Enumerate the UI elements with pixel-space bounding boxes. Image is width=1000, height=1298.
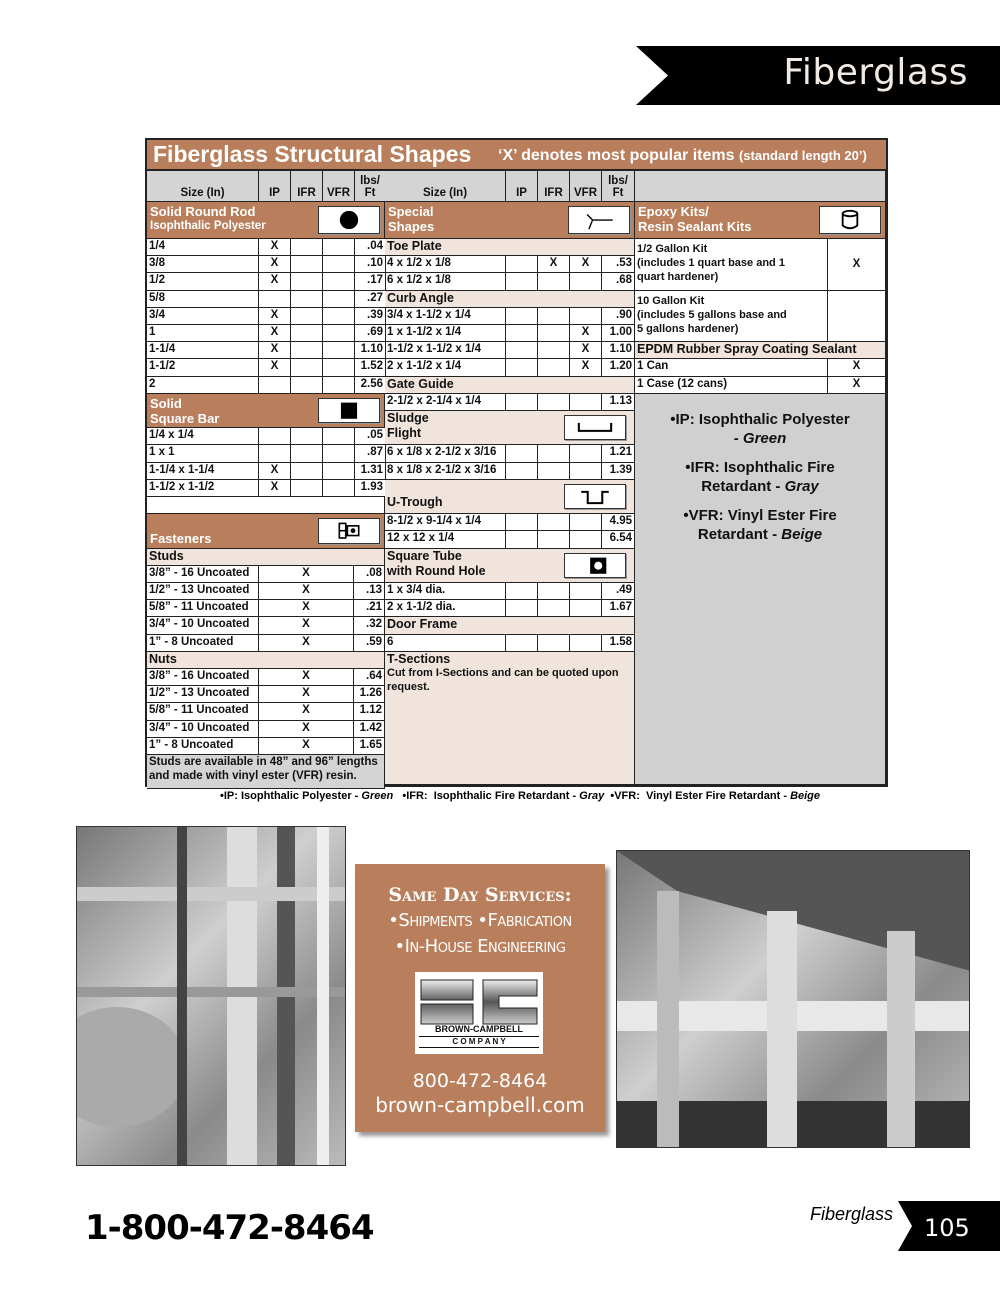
item-value: .68 bbox=[602, 273, 635, 290]
item-value bbox=[259, 377, 291, 394]
item-value: 1.21 bbox=[602, 445, 635, 462]
item-value bbox=[538, 273, 570, 290]
item-value bbox=[506, 445, 538, 462]
section-header-fasteners bbox=[147, 514, 385, 548]
item-value: 1.58 bbox=[602, 635, 635, 652]
item-size: 8 x 1/8 x 2-1/2 x 3/16 bbox=[385, 463, 506, 480]
round-rod-icon bbox=[318, 206, 380, 234]
item-value bbox=[506, 256, 538, 273]
item-value: 1.31 bbox=[355, 463, 386, 480]
item-value: 1.10 bbox=[602, 342, 635, 359]
group-label: Gate Guide bbox=[385, 377, 635, 394]
section-subtitle: Shapes bbox=[388, 219, 435, 234]
header-label: IFR bbox=[544, 187, 563, 199]
item-value: X bbox=[538, 256, 570, 273]
item-value bbox=[323, 256, 355, 273]
item-value: X bbox=[259, 256, 291, 273]
structure-image-right bbox=[617, 851, 970, 1148]
item-value: 2.56 bbox=[355, 377, 386, 394]
t-sections-title: T-Sections bbox=[387, 651, 451, 666]
t-sections-note bbox=[385, 652, 635, 785]
item-size: 1-1/2 bbox=[147, 359, 259, 376]
fn-ip: •IP: Isophthalic Polyester - bbox=[220, 790, 362, 802]
item-size: 1 x 3/4 dia. bbox=[385, 583, 506, 600]
legend-color-name: Gray bbox=[784, 477, 819, 495]
legend-item bbox=[637, 410, 883, 448]
fastener-weight: 1.12 bbox=[354, 703, 385, 720]
fastener-weight: .13 bbox=[354, 583, 385, 600]
item-value bbox=[291, 308, 323, 325]
section-header-u-trough bbox=[385, 480, 635, 514]
subtitle-text: ‘X’ denotes most popular items bbox=[498, 147, 735, 164]
fastener-weight: .32 bbox=[354, 617, 385, 634]
item-value: 6.54 bbox=[602, 531, 635, 548]
group-label: Nuts bbox=[147, 652, 385, 669]
fn-ip-color: Green bbox=[361, 790, 394, 802]
item-value bbox=[538, 342, 570, 359]
column-header-ip bbox=[506, 171, 538, 202]
item-value bbox=[538, 463, 570, 480]
column-header-sizein bbox=[147, 171, 259, 202]
item-value bbox=[323, 325, 355, 342]
item-value: 4.95 bbox=[602, 514, 635, 531]
fastener-size: 3/4” - 10 Uncoated bbox=[147, 721, 259, 738]
item-value bbox=[323, 428, 355, 445]
item-size: 2 x 1-1/2 dia. bbox=[385, 600, 506, 617]
fastener-weight: 1.26 bbox=[354, 686, 385, 703]
fastener-popular: X bbox=[259, 583, 354, 600]
item-value: X bbox=[259, 480, 291, 497]
item-value bbox=[291, 342, 323, 359]
item-value bbox=[506, 531, 538, 548]
item-value bbox=[506, 308, 538, 325]
section-subtitle: U-Trough bbox=[387, 494, 443, 509]
photo-fiberglass-grating-right bbox=[616, 850, 970, 1148]
item-value bbox=[323, 463, 355, 480]
fastener-size: 1” - 8 Uncoated bbox=[147, 635, 259, 652]
item-value bbox=[323, 480, 355, 497]
item-value bbox=[259, 445, 291, 462]
item-value bbox=[538, 445, 570, 462]
fastener-weight: .64 bbox=[354, 669, 385, 686]
legend-term: •IP: Isophthalic Polyester bbox=[670, 410, 850, 428]
sealant-popular: X bbox=[828, 359, 886, 376]
item-size: 2 x 1-1/2 x 1/4 bbox=[385, 359, 506, 376]
fn-ifr-color: Gray bbox=[579, 790, 605, 802]
fastener-popular: X bbox=[259, 635, 354, 652]
item-size: 3/4 x 1-1/2 x 1/4 bbox=[385, 308, 506, 325]
fastener-size: 3/4” - 10 Uncoated bbox=[147, 617, 259, 634]
section-title: Epoxy Kits/ bbox=[638, 204, 709, 219]
item-value bbox=[506, 359, 538, 376]
header-label: lbs/ Ft bbox=[608, 175, 628, 199]
t-sections-text: Cut from I-Sections and can be quoted upon request. bbox=[387, 666, 619, 693]
item-value bbox=[506, 463, 538, 480]
fastener-size: 3/8” - 16 Uncoated bbox=[147, 669, 259, 686]
column-header-ifr bbox=[538, 171, 570, 202]
item-value bbox=[506, 342, 538, 359]
item-value: .27 bbox=[355, 291, 386, 308]
item-value bbox=[323, 308, 355, 325]
sealant-item: 1 Can bbox=[635, 359, 828, 376]
item-value bbox=[506, 394, 538, 411]
photo-fiberglass-structure-left bbox=[76, 826, 346, 1166]
epoxy-kit-description: 1/2 Gallon Kit (includes 1 quart base and 1 quart hardener) bbox=[635, 239, 828, 291]
column-header-lbsft bbox=[602, 171, 635, 202]
item-value: .04 bbox=[355, 239, 386, 256]
resin-legend bbox=[635, 394, 886, 785]
item-value: .49 bbox=[602, 583, 635, 600]
square-bar-icon bbox=[318, 398, 380, 423]
item-value bbox=[506, 600, 538, 617]
item-value: .10 bbox=[355, 256, 386, 273]
item-size: 2-1/2 x 2-1/4 x 1/4 bbox=[385, 394, 506, 411]
fastener-weight: .21 bbox=[354, 600, 385, 617]
structure-image-left bbox=[77, 827, 346, 1166]
column-header-blank bbox=[635, 171, 886, 202]
header-label: Size (In) bbox=[180, 187, 225, 199]
fastener-size: 3/8” - 16 Uncoated bbox=[147, 566, 259, 583]
item-value bbox=[506, 514, 538, 531]
epoxy-kit-icon bbox=[819, 206, 881, 234]
item-size: 1/4 bbox=[147, 239, 259, 256]
item-value bbox=[291, 273, 323, 290]
fastener-popular: X bbox=[259, 566, 354, 583]
item-value: 1.93 bbox=[355, 480, 386, 497]
item-value bbox=[323, 239, 355, 256]
item-value: X bbox=[570, 342, 602, 359]
item-value: .53 bbox=[602, 256, 635, 273]
fn-vfr: •VFR: Vinyl Ester Fire Retardant - bbox=[604, 790, 791, 802]
fastener-size: 1/2” - 13 Uncoated bbox=[147, 686, 259, 703]
item-value bbox=[538, 600, 570, 617]
resin-legend-footnote bbox=[220, 790, 820, 802]
item-value bbox=[570, 463, 602, 480]
header-label: VFR bbox=[327, 187, 350, 199]
epoxy-kit-popular bbox=[828, 291, 886, 343]
section-subtitle: Flight bbox=[387, 426, 422, 440]
fastener-size: 5/8” - 11 Uncoated bbox=[147, 600, 259, 617]
item-value: X bbox=[259, 273, 291, 290]
fastener-weight: .08 bbox=[354, 566, 385, 583]
legend-color: - Green bbox=[733, 429, 787, 447]
item-value: 1.13 bbox=[602, 394, 635, 411]
item-value bbox=[538, 308, 570, 325]
column-header-vfr bbox=[323, 171, 355, 202]
studs-length-note: Studs are available in 48” and 96” lengths and made with vinyl ester (VFR) resin. bbox=[147, 755, 385, 789]
item-value bbox=[506, 273, 538, 290]
section-header-solid bbox=[147, 394, 385, 428]
table-grid bbox=[147, 140, 886, 785]
fastener-popular: X bbox=[259, 721, 354, 738]
item-size: 1-1/2 x 1-1/2 x 1/4 bbox=[385, 342, 506, 359]
column-header-ip bbox=[259, 171, 291, 202]
item-value: X bbox=[259, 308, 291, 325]
header-label: IP bbox=[516, 187, 527, 199]
footer-phone: 1-800-472-8464 bbox=[85, 1208, 374, 1248]
table-title: Fiberglass Structural Shapes bbox=[153, 141, 472, 167]
ad-heading: Same Day Services: bbox=[388, 884, 572, 906]
item-value bbox=[506, 583, 538, 600]
item-size: 5/8 bbox=[147, 291, 259, 308]
item-value bbox=[323, 291, 355, 308]
legend-color: Retardant - bbox=[701, 477, 785, 495]
item-size: 1-1/4 x 1-1/4 bbox=[147, 463, 259, 480]
item-value: .17 bbox=[355, 273, 386, 290]
item-value: .05 bbox=[355, 428, 386, 445]
fastener-size: 5/8” - 11 Uncoated bbox=[147, 703, 259, 720]
legend-item bbox=[637, 458, 883, 496]
item-size: 1/4 x 1/4 bbox=[147, 428, 259, 445]
legend-term: •IFR: Isophthalic Fire bbox=[685, 458, 835, 476]
ad-services-line-2: •In-House Engineering bbox=[394, 936, 566, 957]
item-value: X bbox=[570, 256, 602, 273]
legend-term: •VFR: Vinyl Ester Fire bbox=[683, 506, 837, 524]
item-value: 1.67 bbox=[602, 600, 635, 617]
group-label: Studs bbox=[147, 549, 385, 566]
item-value: .39 bbox=[355, 308, 386, 325]
item-value: .87 bbox=[355, 445, 386, 462]
item-value: .90 bbox=[602, 308, 635, 325]
structural-shapes-table bbox=[145, 138, 888, 787]
logo-company-sub: C O M P A N Y bbox=[419, 1036, 539, 1048]
item-size: 1 x 1-1/2 x 1/4 bbox=[385, 325, 506, 342]
square-tube-icon bbox=[564, 553, 626, 578]
same-day-services-ad bbox=[355, 864, 605, 1132]
fastener-size: 1/2” - 13 Uncoated bbox=[147, 583, 259, 600]
item-value: X bbox=[570, 325, 602, 342]
item-value: X bbox=[259, 359, 291, 376]
item-value: 1.20 bbox=[602, 359, 635, 376]
item-size: 6 bbox=[385, 635, 506, 652]
item-value bbox=[570, 583, 602, 600]
item-value bbox=[538, 325, 570, 342]
item-value bbox=[570, 394, 602, 411]
logo-company-name: BROWN-CAMPBELL bbox=[435, 1024, 523, 1034]
item-size: 3/8 bbox=[147, 256, 259, 273]
bc-logo-mark-icon bbox=[415, 976, 543, 1026]
header-label: VFR bbox=[574, 187, 597, 199]
section-subtitle: Resin Sealant Kits bbox=[638, 219, 752, 234]
item-value bbox=[323, 342, 355, 359]
item-value bbox=[570, 445, 602, 462]
item-value bbox=[291, 359, 323, 376]
section-subtitle: Fasteners bbox=[150, 531, 212, 547]
standard-length-note: (standard length 20’) bbox=[738, 148, 867, 163]
header-label: Size (In) bbox=[422, 187, 468, 199]
item-value bbox=[506, 635, 538, 652]
section-header-sludge bbox=[385, 411, 635, 445]
item-value: X bbox=[259, 239, 291, 256]
group-label: Door Frame bbox=[385, 617, 635, 634]
item-value bbox=[291, 428, 323, 445]
section-title: Solid bbox=[150, 395, 182, 411]
item-value bbox=[538, 394, 570, 411]
item-value bbox=[291, 325, 323, 342]
item-value: X bbox=[570, 359, 602, 376]
item-value: 1.00 bbox=[602, 325, 635, 342]
item-value bbox=[291, 256, 323, 273]
header-label: IP bbox=[269, 187, 280, 199]
fastener-weight: .59 bbox=[354, 635, 385, 652]
item-size: 1/2 bbox=[147, 273, 259, 290]
item-value bbox=[570, 600, 602, 617]
item-value bbox=[570, 531, 602, 548]
item-size: 8-1/2 x 9-1/4 x 1/4 bbox=[385, 514, 506, 531]
item-value bbox=[323, 445, 355, 462]
fastener-popular: X bbox=[259, 669, 354, 686]
sludge-flight-icon bbox=[564, 415, 626, 440]
u-trough-icon bbox=[564, 484, 626, 509]
item-size: 12 x 12 x 1/4 bbox=[385, 531, 506, 548]
item-value bbox=[323, 273, 355, 290]
legend-color: Retardant - bbox=[697, 525, 782, 543]
item-value bbox=[538, 514, 570, 531]
item-value bbox=[538, 531, 570, 548]
item-value bbox=[291, 463, 323, 480]
item-value bbox=[538, 635, 570, 652]
item-value: .69 bbox=[355, 325, 386, 342]
section-title: Special bbox=[388, 204, 434, 219]
item-size: 1-1/2 x 1-1/2 bbox=[147, 480, 259, 497]
blank-row bbox=[147, 497, 385, 514]
sealant-item: 1 Case (12 cans) bbox=[635, 377, 828, 394]
item-size: 1-1/4 bbox=[147, 342, 259, 359]
sealant-popular: X bbox=[828, 377, 886, 394]
item-value bbox=[570, 635, 602, 652]
brown-campbell-logo bbox=[415, 972, 543, 1054]
column-header-ifr bbox=[291, 171, 323, 202]
section-header-square-tube bbox=[385, 549, 635, 583]
fastener-popular: X bbox=[259, 686, 354, 703]
item-value: 1.39 bbox=[602, 463, 635, 480]
item-size: 3/4 bbox=[147, 308, 259, 325]
fastener-popular: X bbox=[259, 738, 354, 755]
fn-ifr: •IFR: Isophthalic Fire Retardant - bbox=[393, 790, 580, 802]
item-value bbox=[538, 359, 570, 376]
fastener-weight: 1.42 bbox=[354, 721, 385, 738]
legend-color-name: Beige bbox=[781, 525, 823, 543]
epoxy-kit-popular: X bbox=[828, 239, 886, 291]
item-value: 1.52 bbox=[355, 359, 386, 376]
item-value: X bbox=[259, 342, 291, 359]
fastener-weight: 1.65 bbox=[354, 738, 385, 755]
section-title: Solid Round Rod bbox=[150, 204, 256, 219]
fn-vfr-color: Beige bbox=[790, 790, 821, 802]
item-value bbox=[323, 359, 355, 376]
ad-services-line-1: •Shipments •Fabrication bbox=[388, 910, 572, 931]
item-value bbox=[570, 273, 602, 290]
footer-category: Fiberglass bbox=[810, 1204, 894, 1224]
section-subtitle: Square Bar bbox=[150, 410, 220, 426]
section-header-epoxy-kits- bbox=[635, 202, 886, 239]
item-size: 1 x 1 bbox=[147, 445, 259, 462]
item-size: 2 bbox=[147, 377, 259, 394]
header-label: lbs/ Ft bbox=[360, 175, 380, 199]
section-title: Square Tube bbox=[387, 548, 462, 563]
column-header-vfr bbox=[570, 171, 602, 202]
section-header-special bbox=[385, 202, 635, 239]
item-value bbox=[291, 445, 323, 462]
fastener-popular: X bbox=[259, 600, 354, 617]
item-value bbox=[570, 514, 602, 531]
column-header-lbsft bbox=[355, 171, 386, 202]
item-value bbox=[570, 308, 602, 325]
ad-website[interactable]: brown-campbell.com bbox=[375, 1093, 585, 1117]
item-size: 4 x 1/2 x 1/8 bbox=[385, 256, 506, 273]
item-size: 6 x 1/8 x 2-1/2 x 3/16 bbox=[385, 445, 506, 462]
fasteners-icon bbox=[318, 518, 380, 543]
item-value bbox=[259, 291, 291, 308]
item-value bbox=[323, 377, 355, 394]
section-subtitle: Isophthalic Polyester bbox=[150, 220, 266, 232]
legend-item bbox=[637, 506, 883, 544]
item-size: 6 x 1/2 x 1/8 bbox=[385, 273, 506, 290]
epoxy-kit-description: 10 Gallon Kit (includes 5 gallons base and 5 gallons hardener) bbox=[635, 291, 828, 343]
item-value bbox=[291, 480, 323, 497]
item-value bbox=[291, 291, 323, 308]
fastener-size: 1” - 8 Uncoated bbox=[147, 738, 259, 755]
fastener-popular: X bbox=[259, 617, 354, 634]
item-value bbox=[538, 583, 570, 600]
item-value: X bbox=[259, 325, 291, 342]
banner-title: Fiberglass bbox=[783, 52, 968, 93]
column-header-sizein bbox=[385, 171, 506, 202]
item-value: X bbox=[259, 463, 291, 480]
item-value bbox=[506, 325, 538, 342]
section-header-solid-round-rod bbox=[147, 202, 385, 239]
item-value bbox=[291, 239, 323, 256]
group-label: Curb Angle bbox=[385, 291, 635, 308]
group-label: EPDM Rubber Spray Coating Sealant bbox=[635, 342, 886, 359]
fastener-popular: X bbox=[259, 703, 354, 720]
header-label: IFR bbox=[297, 187, 316, 199]
special-shapes-icon bbox=[568, 206, 630, 234]
section-title: Sludge bbox=[387, 411, 429, 425]
item-value bbox=[291, 377, 323, 394]
item-value: 1.10 bbox=[355, 342, 386, 359]
ad-phone: 800-472-8464 bbox=[412, 1070, 548, 1092]
item-value bbox=[259, 428, 291, 445]
section-subtitle: with Round Hole bbox=[387, 563, 486, 578]
item-size: 1 bbox=[147, 325, 259, 342]
page-number: 105 bbox=[924, 1214, 970, 1242]
group-label: Toe Plate bbox=[385, 239, 635, 256]
